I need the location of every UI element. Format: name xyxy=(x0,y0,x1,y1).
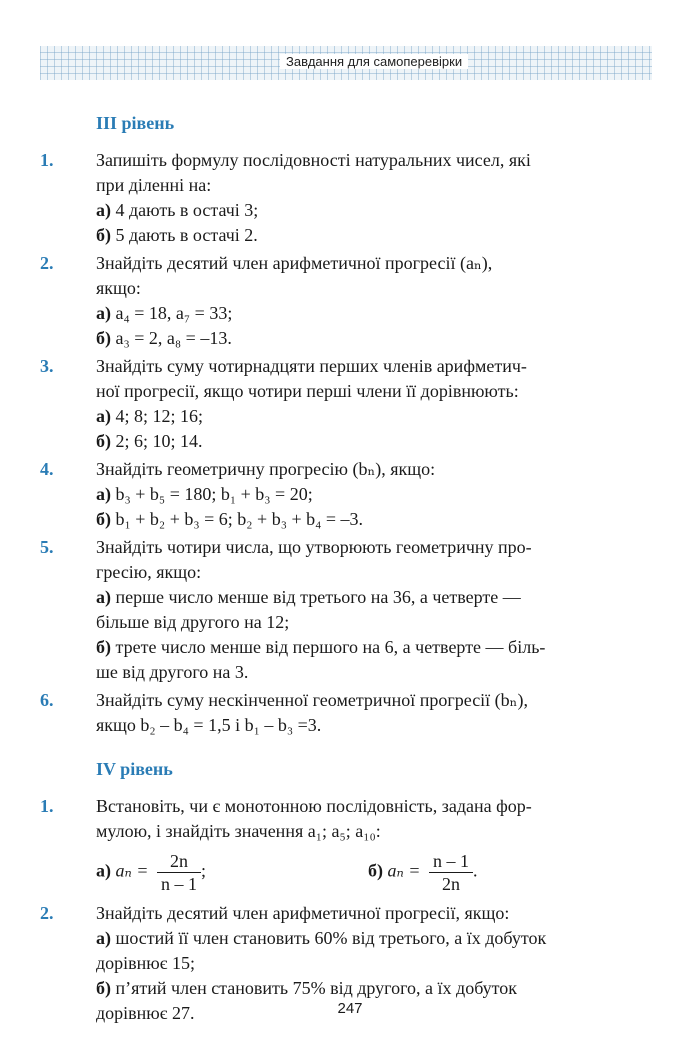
task-line: мулою, і знайдіть значення a₁; a₅; a₁₀: xyxy=(96,821,381,841)
formula-b: б) aₙ = $\frac{n - 1}{2n}$ . xyxy=(368,851,478,894)
task-line: якщо: xyxy=(96,278,141,298)
option-label: б) xyxy=(96,637,111,657)
task-line: а) перше число менше від третього на 36, а четверте — xyxy=(96,587,521,607)
task-line: Встановіть, чи є монотонною послідовність, задана фор- xyxy=(96,796,532,816)
task-line: ше від другого на 3. xyxy=(96,662,249,682)
task-item xyxy=(0,794,656,898)
option-label: б) xyxy=(96,225,111,245)
task-line: б) a₃ = 2, a₈ = –13. xyxy=(96,328,232,348)
task-number: 1. xyxy=(40,796,54,816)
task-line: а) a₄ = 18, a₇ = 33; xyxy=(96,303,233,323)
task-item xyxy=(0,251,656,351)
option-label: б) xyxy=(96,431,111,451)
task-line: б) 5 дають в остачі 2. xyxy=(96,225,258,245)
option-label: б) xyxy=(96,509,111,529)
option-label: а) xyxy=(96,406,111,426)
formula-row xyxy=(96,844,656,898)
task-number: 3. xyxy=(40,356,54,376)
task-line: Знайдіть десятий член арифметичної прогресії (aₙ), xyxy=(96,253,493,273)
task-line: Знайдіть чотири числа, що утворюють геометричну про- xyxy=(96,537,532,557)
task-line: при діленні на: xyxy=(96,175,212,195)
task-line: дорівнює 15; xyxy=(96,953,195,973)
task-line: ної прогресії, якщо чотири перші члени її дорівнюють: xyxy=(96,381,519,401)
task-line: а) 4 дають в остачі 3; xyxy=(96,200,259,220)
section-header xyxy=(40,46,652,80)
task-line: якщо b₂ – b₄ = 1,5 і b₁ – b₃ =3. xyxy=(96,715,322,735)
option-label: б) xyxy=(96,328,111,348)
option-label: а) xyxy=(96,303,111,323)
task-line: б) b₁ + b₂ + b₃ = 6; b₂ + b₃ + b₄ = –3. xyxy=(96,509,364,529)
option-label: а) xyxy=(96,928,111,948)
task-line: Знайдіть суму нескінченної геометричної прогресії (bₙ), xyxy=(96,690,528,710)
fraction: $\frac{n - 1}{2n}$ xyxy=(429,850,473,895)
task-number: 2. xyxy=(40,253,54,273)
level-3-heading: III рівень xyxy=(96,113,175,133)
option-label: а) xyxy=(96,484,111,504)
task-item xyxy=(0,457,656,532)
task-line: Знайдіть суму чотирнадцяти перших членів арифметич- xyxy=(96,356,527,376)
task-item xyxy=(0,354,656,454)
task-line: Знайдіть геометричну прогресію (bₙ), якщо: xyxy=(96,459,436,479)
task-number: 2. xyxy=(40,903,54,923)
task-line: а) шостий її член становить 60% від третього, а їх добуток xyxy=(96,928,547,948)
task-line: дорівнює 27. xyxy=(96,1003,195,1023)
fraction: $\frac{2n}{n - 1}$ xyxy=(157,850,201,895)
task-line: Знайдіть десятий член арифметичної прогресії, якщо: xyxy=(96,903,510,923)
task-number: 5. xyxy=(40,537,54,557)
option-label: а) xyxy=(96,200,111,220)
task-line: б) 2; 6; 10; 14. xyxy=(96,431,203,451)
task-line: гресію, якщо: xyxy=(96,562,202,582)
task-item xyxy=(0,148,656,248)
task-line: б) трете число менше від першого на 6, а четверте — біль- xyxy=(96,637,546,657)
task-line: Запишіть формулу послідовності натуральних чисел, які xyxy=(96,150,531,170)
formula-a: а) aₙ = $\frac{2n}{n - 1}$ ; xyxy=(96,851,206,894)
task-number: 4. xyxy=(40,459,54,479)
task-line: більше від другого на 12; xyxy=(96,612,290,632)
task-item xyxy=(0,535,656,685)
section-title: Завдання для самоперевірки xyxy=(280,54,468,69)
option-label: б) xyxy=(96,978,111,998)
task-line: а) b₃ + b₅ = 180; b₁ + b₃ = 20; xyxy=(96,484,313,504)
task-line: б) п’ятий член становить 75% від другого, а їх добуток xyxy=(96,978,518,998)
page-content xyxy=(0,112,700,1029)
task-number: 1. xyxy=(40,150,54,170)
level-3-task-list xyxy=(0,148,700,738)
level-4-heading: IV рівень xyxy=(96,759,173,779)
task-number: 6. xyxy=(40,690,54,710)
page-number: 247 xyxy=(337,1000,363,1017)
task-line: а) 4; 8; 12; 16; xyxy=(96,406,204,426)
task-item xyxy=(0,688,656,738)
option-label: а) xyxy=(96,587,111,607)
